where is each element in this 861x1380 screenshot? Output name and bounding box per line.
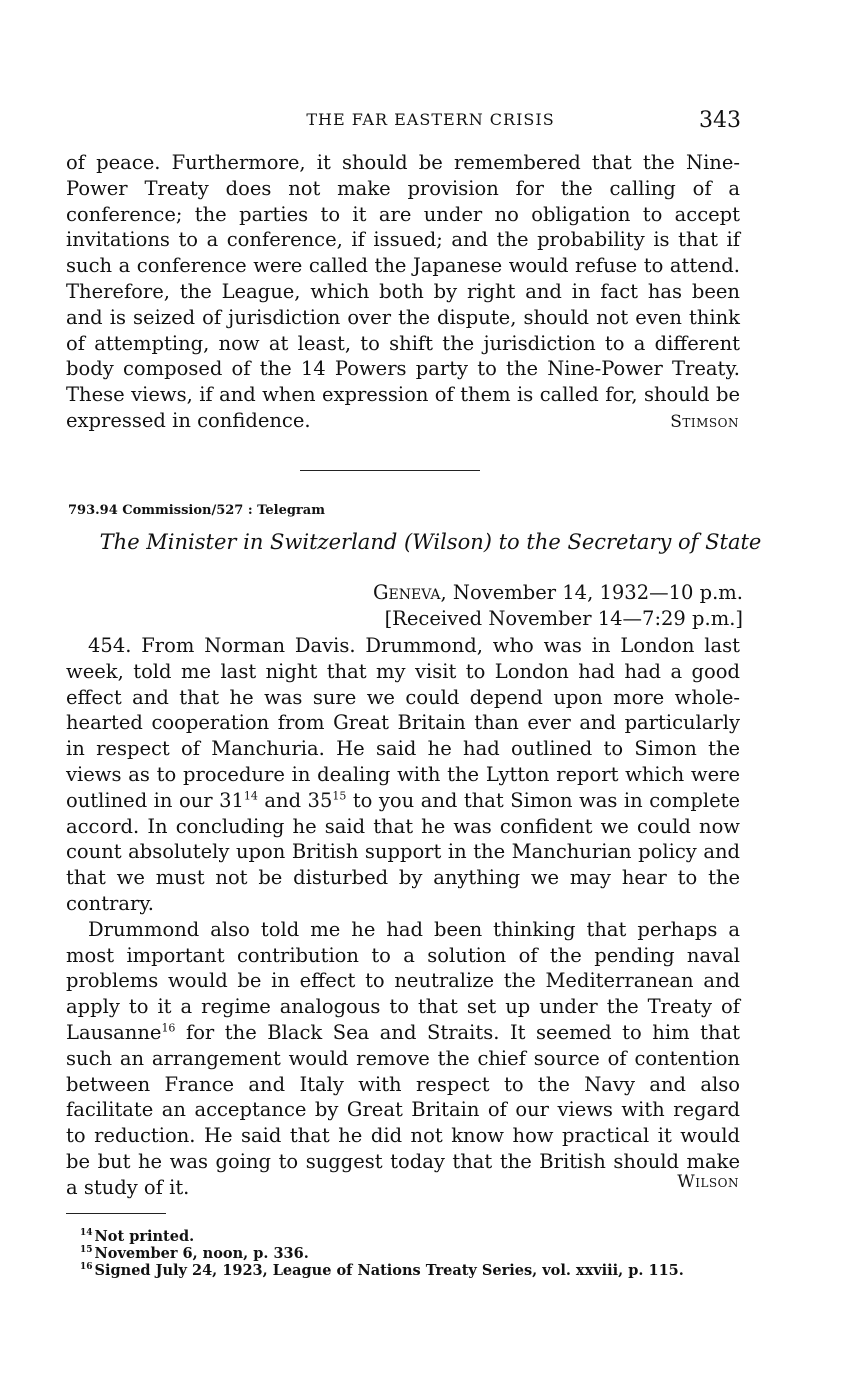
signature-wilson: Wilson [677, 1172, 739, 1192]
footnote-rule [66, 1213, 166, 1214]
dateline-date: , November 14, 1932—10 p.m. [440, 581, 743, 604]
page-number: 343 [699, 108, 741, 133]
section-divider [300, 470, 480, 471]
footnote-text: Not printed. [94, 1228, 195, 1245]
footnote-ref-16: 16 [161, 1021, 176, 1035]
telegram-body [66, 633, 740, 1201]
footnote-ref-14: 14 [243, 789, 258, 803]
paragraph-1-text-a: 454. From Norman Davis. Drummond, who was in London last week, told me last night that my visit to London had had a good effect and that he was sure we could depend upon more whole-hearted cooperation from Great Britain than ever and particularly in respect of Manchuria. He said he had outlined to Simon the views as to procedure in dealing with the Lytton report which were outlined in our 31 [66, 634, 740, 812]
paragraph-1-text-b: and 35 [257, 788, 333, 812]
document-title: The Minister in Switzerland (Wilson) to the Secretary of State [99, 530, 762, 554]
footnote-text: Signed July 24, 1923, League of Nations Treaty Series, vol. xxviii, p. 115. [94, 1262, 684, 1279]
paragraph-2-text-b: for the Black Sea and Straits. It seemed to him that such an arrangement would remove the chief source of contention between France and Italy with respect to the Navy and also facilitate an acceptance by Great Britain of our views with regard to reduction. He said that he did not know how practical it would be but he was going to suggest today that the British should make a study of it. [66, 1020, 740, 1199]
continued-paragraph-block [66, 150, 740, 434]
footnote-number: 15 [80, 1245, 93, 1256]
footnote-ref-15: 15 [332, 789, 347, 803]
footnote-16 [80, 1262, 684, 1279]
dateline [373, 580, 743, 632]
footnote-text: November 6, noon, p. 336. [94, 1245, 309, 1262]
dateline-place: Geneva [372, 581, 441, 604]
footnote-15 [80, 1245, 684, 1262]
continued-paragraph: of peace. Furthermore, it should be remembered that the Nine-Power Treaty does not make provision for the calling of a conference; the parties to it are under no obligation to accept invitations to a conference, if issued; and the probability is that if such a conference were called the Japanese would refuse to attend. Therefore, the League, which both by right and in fact has been and is seized of jurisdiction over the dispute, should not even think of attempting, now at least, to shift the jurisdiction to a different body composed of the 14 Powers party to the Nine-Power Treaty. These views, if and when expression of them is called for, should be expressed in confidence. [66, 151, 740, 432]
dateline-received: [Received November 14—7:29 p.m.] [384, 607, 743, 630]
footnote-14 [80, 1228, 684, 1245]
footnote-number: 14 [80, 1228, 93, 1239]
telegram-paragraph-1 [66, 633, 740, 917]
file-reference: 793.94 Commission/527 : Telegram [68, 503, 325, 518]
footnote-number: 16 [80, 1262, 93, 1273]
paragraph-2-text-a: Drummond also told me he had been thinking that perhaps a most important contribution to a solution of the pending naval problems would be in effect to neutralize the Mediterranean and apply to it a regime analogous to that set up under the Treaty of Lausanne [66, 917, 740, 1044]
dateline-sent [373, 580, 743, 606]
footnotes [80, 1228, 684, 1279]
telegram-paragraph-2 [66, 917, 740, 1201]
running-title: THE FAR EASTERN CRISIS [306, 110, 555, 129]
signature-stimson: Stimson [670, 412, 739, 432]
paragraph-1-text-c: to you and that Simon was in complete accord. In concluding he said that he was confident we could now count absolutely upon British support in the Manchurian policy and that we must not be disturbed by anything we may hear to the contrary. [66, 788, 740, 915]
